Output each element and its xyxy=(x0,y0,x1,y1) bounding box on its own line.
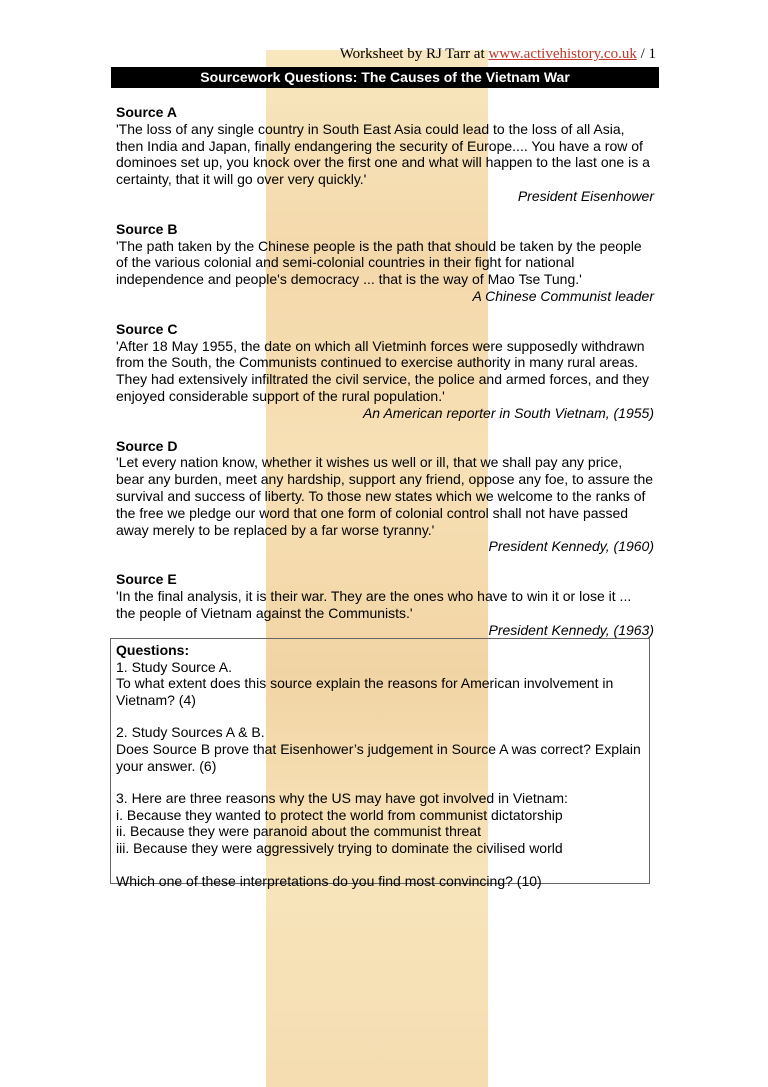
header-prefix: Worksheet by RJ Tarr at xyxy=(339,46,489,62)
question-3-option: iii. Because they were aggressively trying to dominate the civilised world xyxy=(116,839,563,856)
source-title: Source B xyxy=(116,220,178,237)
source-text: 'The loss of any single country in South East Asia could lead to the loss of all Asia, then India and Japan, finally endangering the security of Europe.... You have a row of dominoes set up, you knock over the first one and what will happen to the last one is a certainty, that it will go over very quickly.' xyxy=(116,120,650,188)
questions-heading: Questions: xyxy=(116,642,190,658)
question-3-title: 3. Here are three reasons why the US may have got involved in Vietnam: xyxy=(116,790,568,807)
header-link[interactable]: www.activehistory.co.uk xyxy=(488,46,637,62)
source-attribution: President Eisenhower xyxy=(517,187,654,204)
source-e xyxy=(116,571,654,638)
page-title: Sourcework Questions: The Causes of the Vietnam War xyxy=(111,67,659,88)
question-2-text: Does Source B prove that Eisenhower’s judgement in Source A was correct? Explain your answer. (6) xyxy=(116,740,641,774)
source-attribution: President Kennedy, (1960) xyxy=(488,538,654,555)
source-title: Source C xyxy=(116,320,178,337)
source-attribution: A Chinese Communist leader xyxy=(472,287,654,304)
question-1-title: 1. Study Source A. xyxy=(116,658,232,675)
source-title: Source D xyxy=(116,437,178,454)
sources-section xyxy=(116,104,654,654)
source-text: 'After 18 May 1955, the date on which all Vietminh forces were supposedly withdrawn from the South, the Communists continued to exercise authority in many rural areas. They had extensively infiltrated the civil service, the police and armed forces, and they enjoyed considerable support of the rural population.' xyxy=(116,337,650,404)
source-b xyxy=(116,221,654,305)
question-3-option: i. Because they wanted to protect the world from communist dictatorship xyxy=(116,806,563,823)
source-d xyxy=(116,438,654,556)
source-text: 'Let every nation know, whether it wishes us well or ill, that we shall pay any price, bear any burden, meet any hardship, support any friend, oppose any foe, to assure the survival and success of liberty. To those new states which we welcome to the ranks of the free we pledge our word that one form of colonial control shall not have passed away merely to be replaced by a far worse tyranny.' xyxy=(116,454,654,538)
source-title: Source E xyxy=(116,571,177,588)
page-header xyxy=(340,46,656,63)
header-suffix: / 1 xyxy=(636,46,656,62)
source-c xyxy=(116,321,654,422)
source-attribution: President Kennedy, (1963) xyxy=(488,621,654,638)
question-3-option: ii. Because they were paranoid about the communist threat xyxy=(116,823,481,840)
source-a xyxy=(116,104,654,205)
source-title: Source A xyxy=(116,104,177,120)
questions-box xyxy=(110,638,650,889)
question-1-text: To what extent does this source explain the reasons for American involvement in Vietnam? (4) xyxy=(116,675,614,708)
question-3-text: Which one of these interpretations do you find most convincing? (10) xyxy=(116,872,542,889)
source-text: 'In the final analysis, it is their war. They are the ones who have to win it or lose it ... the people of Vietnam against the Communists.' xyxy=(116,587,632,621)
source-attribution: An American reporter in South Vietnam, (1955) xyxy=(362,404,654,421)
question-2-title: 2. Study Sources A & B. xyxy=(116,724,265,741)
source-text: 'The path taken by the Chinese people is the path that should be taken by the people of the various colonial and semi-colonial countries in their fight for national independence and people's democracy ... that is the way of Mao Tse Tung.' xyxy=(116,237,642,288)
